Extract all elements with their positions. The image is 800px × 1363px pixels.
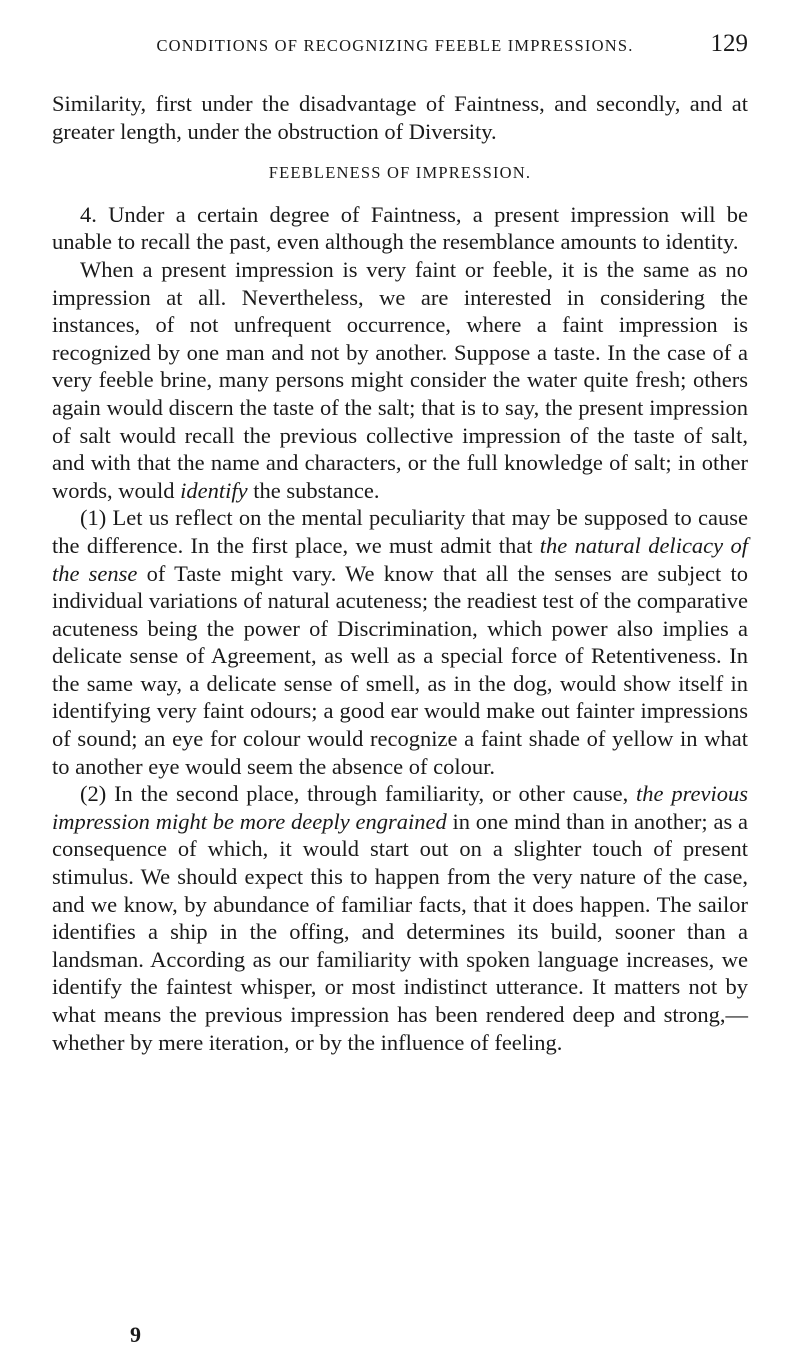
body-text: [52, 90, 748, 1056]
paragraph-text: (2) In the second place, through familiarity, or other cause,: [80, 781, 637, 807]
running-head: [52, 30, 748, 70]
page-number: 129: [710, 30, 748, 57]
running-title: CONDITIONS OF RECOGNIZING FEEBLE IMPRESSIONS.: [156, 36, 634, 55]
signature-mark: 9: [130, 1322, 141, 1347]
italic-phrase: the previous impression might be more deeply engrained: [52, 781, 749, 834]
paragraph-text: of Taste might vary. We know that all the senses are subject to individual variations of natural acuteness; the readiest test of the comparative acuteness being the power of Discrimination, which power also implies a delicate sense of Agreement, as well as a special force of Retentiveness. In the same way, a delicate sense of smell, as in the dog, would show itself in identifying very faint odours; a good ear would make out fainter impressions of sound; an eye for colour would recognize a faint shade of yellow in what to another eye would seem the absence of colour.: [52, 560, 749, 779]
intro-paragraph: Similarity, first under the disadvantage of Faintness, and secondly, and at greater length, under the obstruction of Diversity.: [52, 91, 748, 144]
italic-phrase: the natural delicacy of the sense: [52, 532, 748, 586]
paragraph-text: When a present impression is very faint or feeble, it is the same as no impression at all. Nevertheless, we are interested in considering the instances, of not unfrequent occurrence, where a faint impression is recognized by one man and not by another. Suppose a taste. In the case of a very feeble brine, many persons might consider the water quite fresh; others again would discern the taste of the salt; that is to say, the present impression of salt would recall the previous collective impression of the taste of salt, and with that the name and characters, or the full knowledge of salt; in other words, would: [52, 256, 748, 503]
italic-phrase: identify: [180, 477, 248, 503]
paragraph-faint-impression: [52, 256, 748, 504]
proposition-4: 4. Under a certain degree of Faintness, a present impression will be unable to recall the past, even although the resemblance amounts to identity.: [52, 201, 748, 255]
paragraph-text: the substance.: [247, 477, 380, 503]
paragraph-text: in one mind than in another; as a consequence of which, it would start out on a slighter touch of present stimulus. We should expect this to happen from the very nature of the case, and we know, by abundance of familiar facts, that it does happen. The sailor identifies a ship in the offing, and determines its build, sooner than a landsman. According as our familiarity with spoken language increases, we identify the faintest whisper, or most indistinct utterance. It matters not by what means the previous impression has been rendered deep and strong,—whether by mere iteration, or by the influence of feeling.: [52, 808, 748, 1055]
paragraph-2-familiarity: [52, 780, 748, 1056]
paragraph-1-delicacy: [52, 504, 748, 780]
section-heading: FEEBLENESS OF IMPRESSION.: [268, 163, 532, 183]
paragraph-text: (1) Let us reflect on the mental peculiarity that may be supposed to cause the difference. In the first place, we must admit that: [52, 505, 748, 558]
